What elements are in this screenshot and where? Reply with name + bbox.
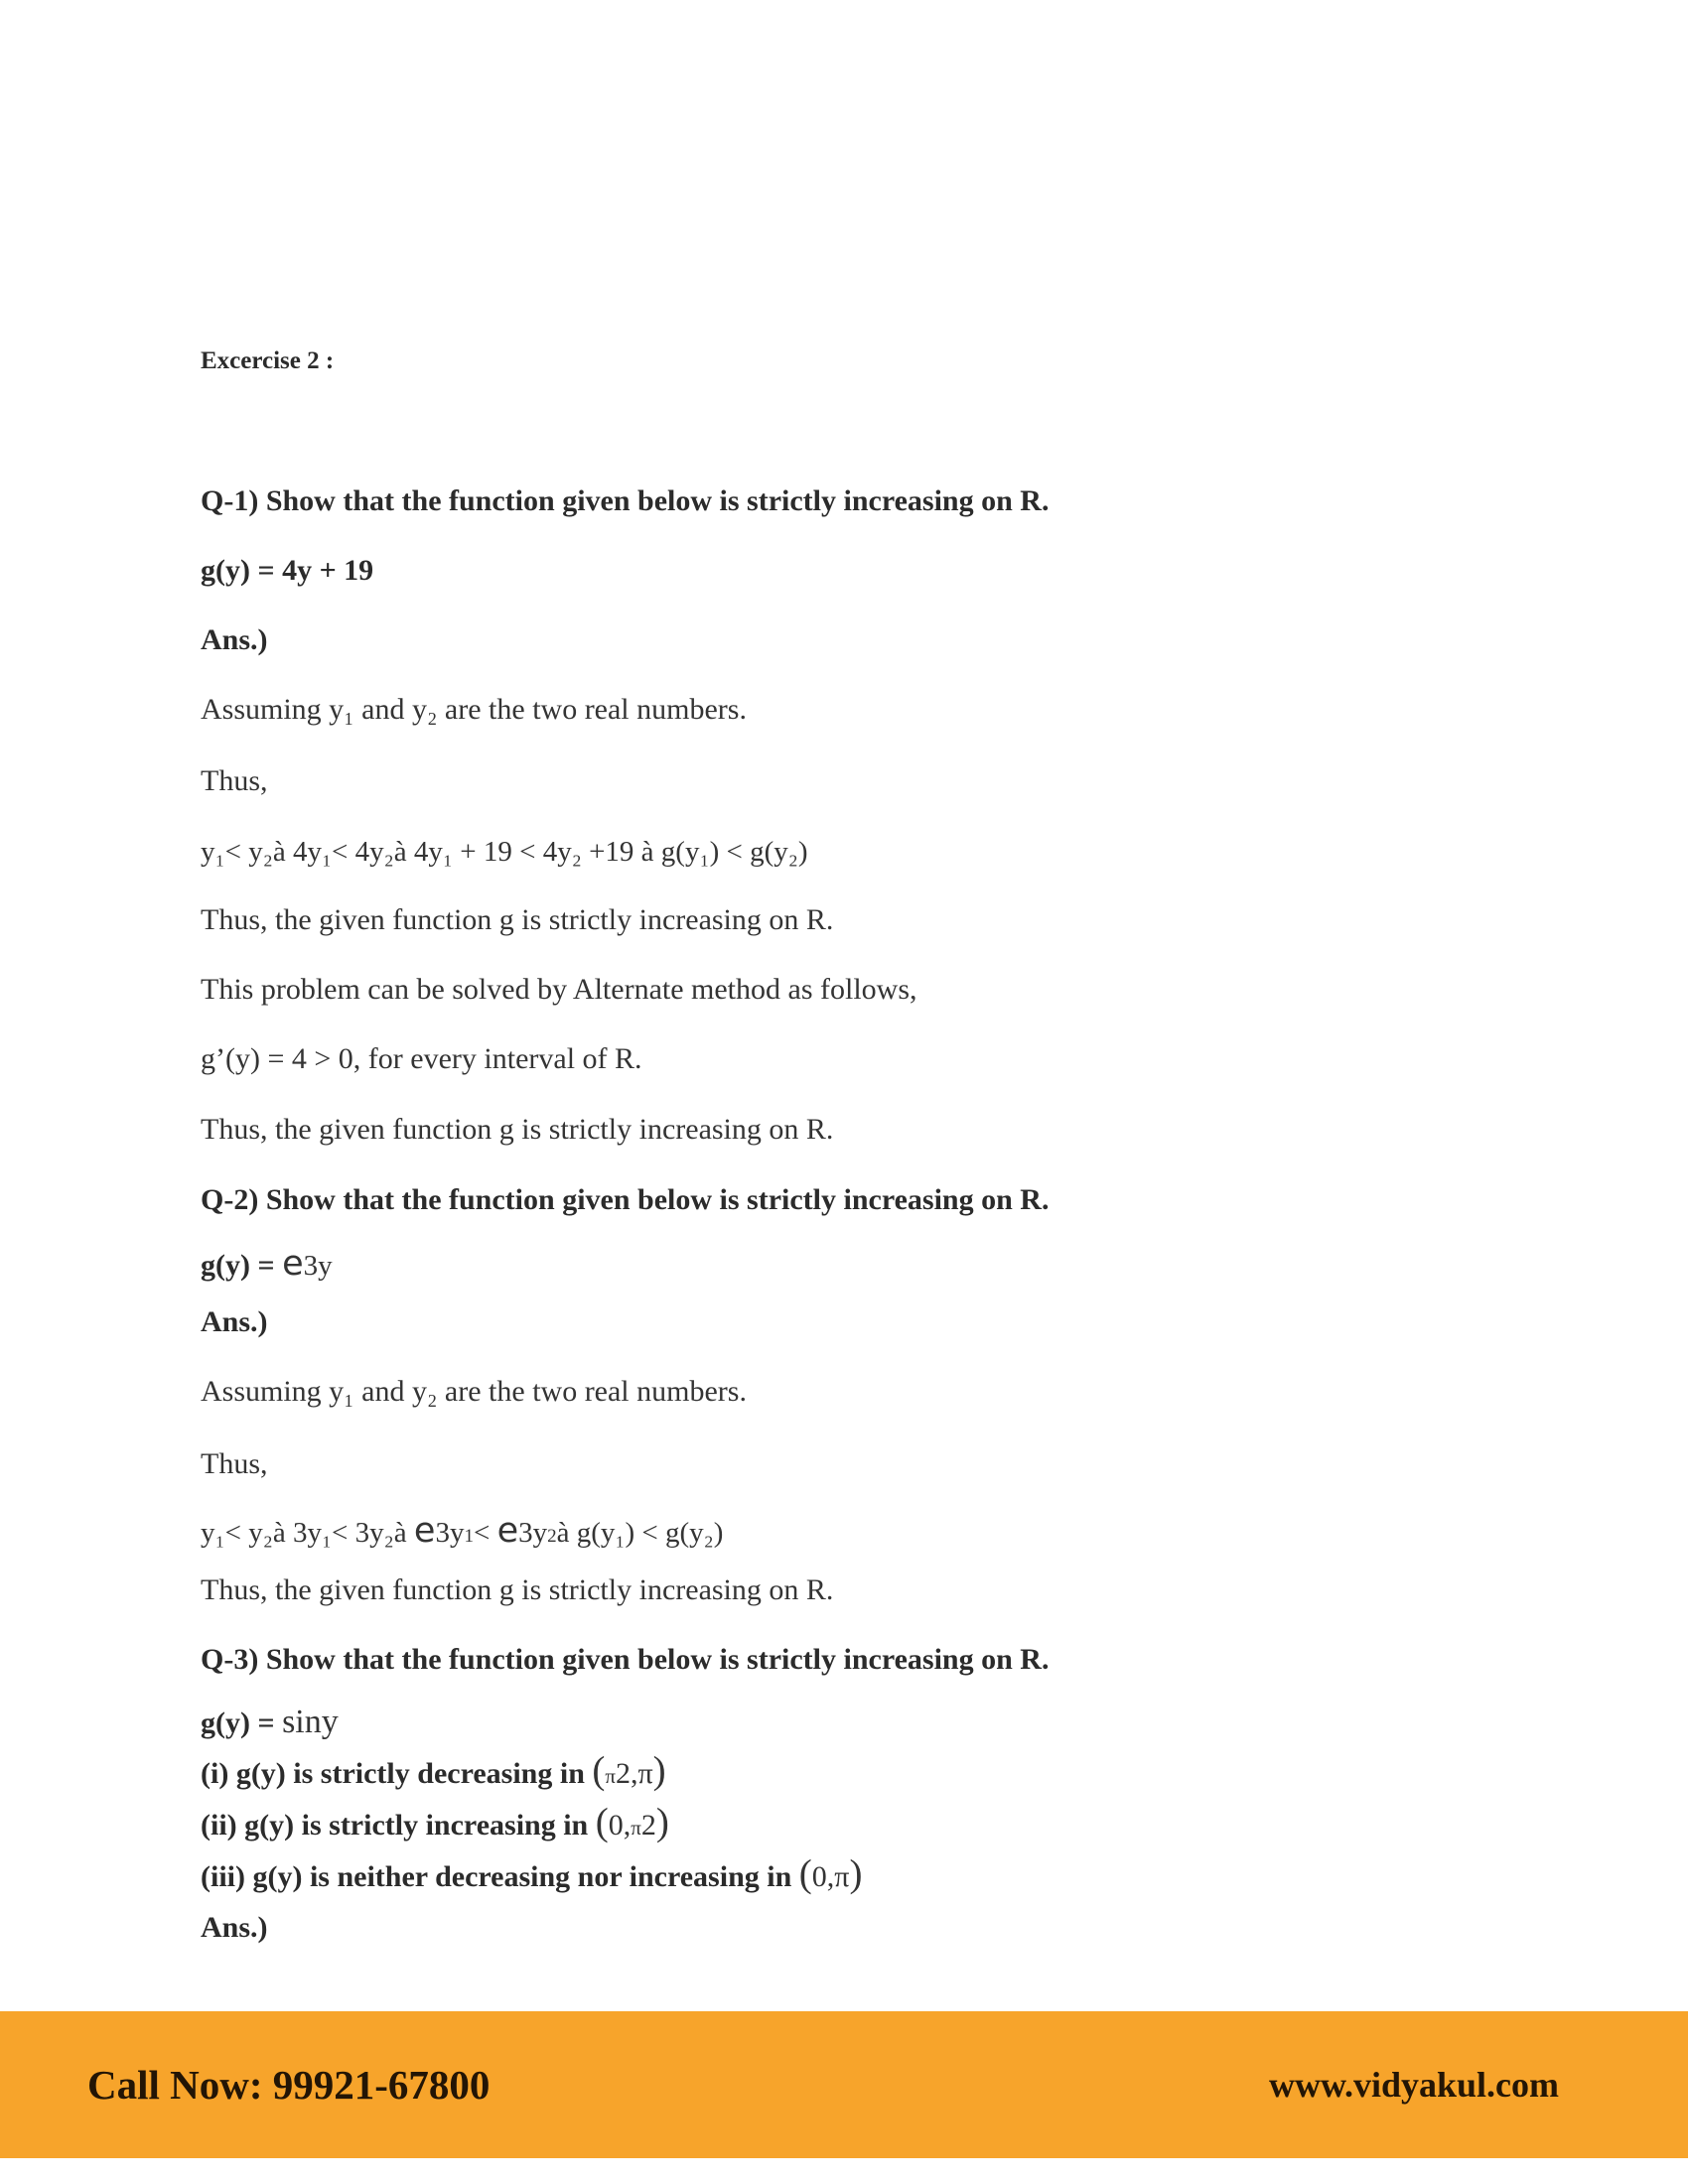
exercise-heading: Excercise 2 : [201, 347, 335, 374]
q1-thus-text: Thus, [201, 764, 268, 797]
q3-item-ii [201, 1801, 669, 1843]
q3-item-iii [201, 1852, 863, 1895]
q3-item-ii-pi-small: π [631, 1816, 641, 1840]
q3-answer-label: Ans.) [201, 1911, 268, 1944]
q2-chain-e2: e [496, 1511, 519, 1551]
q2-thus-text: Thus, [201, 1447, 268, 1480]
q3-item-i-close-paren: ) [652, 1749, 666, 1792]
q3-item-ii-close-paren: ) [655, 1801, 669, 1843]
q1-conclusion-1: Thus, the given function g is strictly increasing on R. [201, 903, 834, 936]
q2-chain-sub1: 1 [464, 1526, 474, 1547]
q2-exponent: 3y [303, 1250, 333, 1282]
q1-derivative-text: g’(y) = 4 > 0, for every interval of R. [201, 1042, 642, 1075]
q2-inequality-chain [201, 1511, 724, 1551]
q2-title: Q-2) Show that the function given below is strictly increasing on R. [201, 1183, 1050, 1216]
q3-title: Q-3) Show that the function given below is strictly increasing on R. [201, 1643, 1050, 1676]
q1-conclusion-2: Thus, the given function g is strictly increasing on R. [201, 1113, 834, 1146]
q2-chain-lt: < [473, 1517, 497, 1549]
q2-chain-mid2: 3y [518, 1517, 548, 1549]
q1-function-definition: g(y) = 4y + 19 [201, 554, 374, 587]
q3-item-ii-text: (ii) g(y) is strictly increasing in [201, 1809, 596, 1842]
q3-item-ii-open-paren: ( [595, 1801, 609, 1843]
q2-chain-mid1: 3y [435, 1517, 465, 1549]
q3-item-i-text: (i) g(y) is strictly decreasing in [201, 1757, 593, 1790]
q3-item-iii-pi: π [834, 1860, 850, 1893]
q1-alternate-method-intro: This problem can be solved by Alternate method as follows, [201, 973, 917, 1006]
q2-answer-label: Ans.) [201, 1305, 268, 1338]
q3-item-iii-text: (iii) g(y) is neither decreasing nor increasing in [201, 1860, 799, 1893]
q1-title: Q-1) Show that the function given below is strictly increasing on R. [201, 484, 1050, 517]
q2-assumption-text: Assuming y₁ and y₂ are the two real numbers. [201, 1375, 747, 1408]
q2-chain-e1: e [413, 1511, 436, 1551]
footer-call-now: Call Now: 99921-67800 [87, 2062, 491, 2108]
footer-brand-bar [0, 2011, 1688, 2158]
q3-item-i-open-paren: ( [592, 1749, 606, 1792]
q2-function-definition [201, 1244, 333, 1284]
q3-function-definition [201, 1703, 339, 1741]
q3-item-iii-close-paren: ) [849, 1852, 863, 1895]
q3-siny: siny [282, 1704, 339, 1740]
q3-item-iii-zero: 0, [811, 1860, 835, 1893]
q3-function-prefix: g(y) = [201, 1706, 283, 1739]
q1-assumption-text: Assuming y₁ and y₂ are the two real numbers. [201, 693, 747, 726]
q1-answer-label: Ans.) [201, 623, 268, 656]
q2-conclusion: Thus, the given function g is strictly increasing on R. [201, 1573, 834, 1606]
q3-item-i-pi: π [637, 1757, 653, 1790]
footer-website: www.vidyakul.com [1268, 2065, 1559, 2105]
q2-chain-part1: y₁< y₂à 3y₁< 3y₂à [201, 1517, 414, 1549]
q3-item-i-mid: 2, [616, 1757, 638, 1790]
q3-item-i-pi-small: π [605, 1764, 616, 1788]
q3-item-iii-open-paren: ( [798, 1852, 812, 1895]
q2-function-prefix: g(y) = [201, 1249, 283, 1282]
q2-chain-part2: à g(y₁) < g(y₂) [556, 1517, 724, 1549]
q1-inequality-chain: y₁< y₂à 4y₁< 4y₂à 4y₁ + 19 < 4y₂ +19 à g(y₁) < g(y₂) [201, 836, 808, 868]
q3-item-ii-zero: 0, [608, 1809, 632, 1842]
q3-item-i [201, 1749, 666, 1792]
q3-item-ii-two: 2 [640, 1809, 656, 1842]
q2-chain-sub2: 2 [547, 1526, 557, 1547]
q2-euler-e: e [282, 1244, 304, 1284]
